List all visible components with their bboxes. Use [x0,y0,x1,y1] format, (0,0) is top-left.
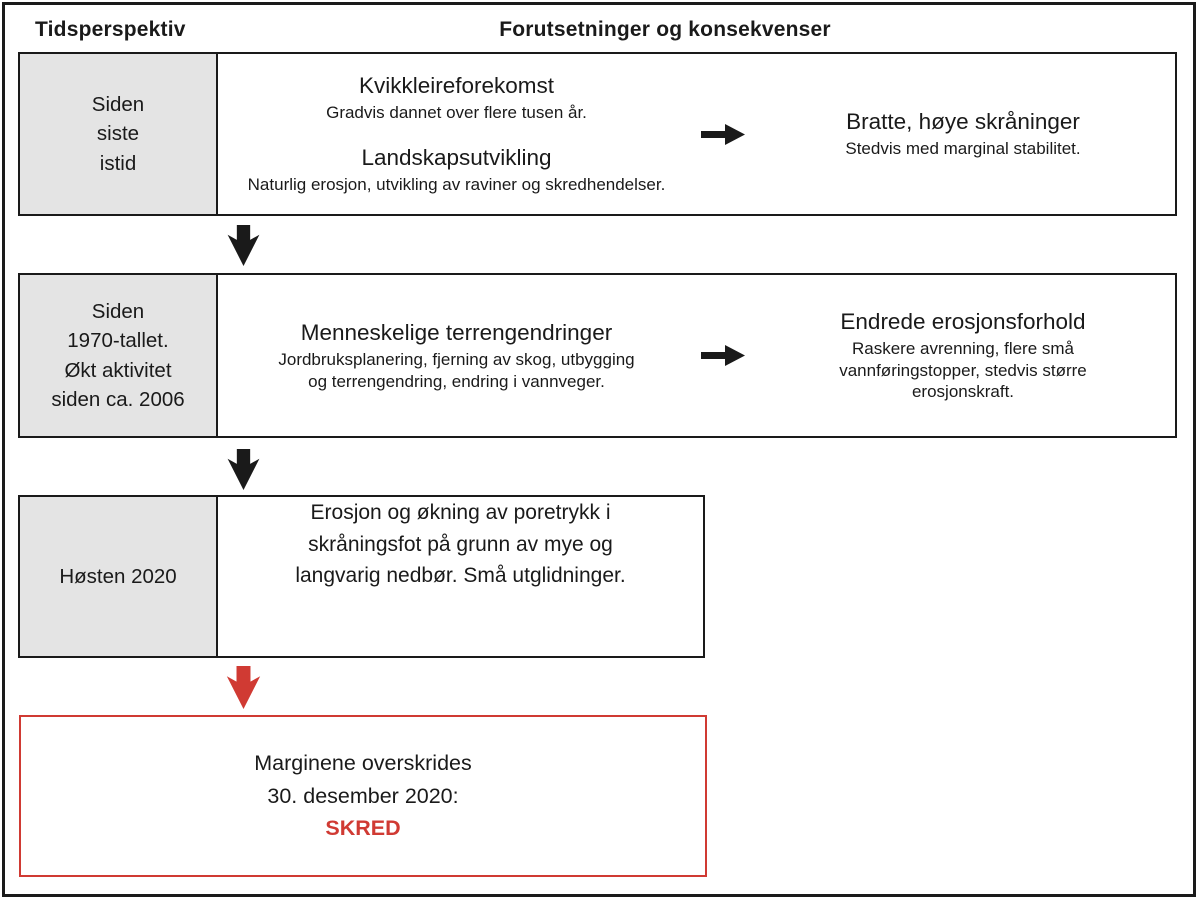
cause-item-terrain-changes [224,319,689,393]
effect-title: Endrede erosjonsforhold [840,308,1086,334]
final-event-box [19,715,707,877]
red-down-arrow-icon [223,666,264,709]
time-cell-text: Siden siste istid [91,93,145,175]
row-autumn-2020 [18,495,705,658]
cause-block-human [218,319,695,393]
down-arrow-icon [225,225,262,266]
cause-sub: Jordbruksplanering, fjerning av skog, utbygging og terrengendring, endring i vannveger. [278,349,635,391]
effect-sub: Raskere avrenning, flere små vannføringstopper, stedvis større erosjonskraft. [839,338,1087,402]
row-since-ice-age [18,52,1177,216]
implies-arrow-cell [695,341,751,370]
effect-block-slopes [751,108,1175,160]
cause-block-natural [218,72,695,196]
column-header-conditions-consequences: Forutsetninger og konsekvenser [499,18,831,41]
final-line: 30. desember 2020: [267,783,459,808]
cause-title: Menneskelige terrengendringer [300,319,613,345]
right-arrow-icon [701,341,745,370]
row-content [218,54,1175,214]
time-cell-text: Høsten 2020 [59,564,177,588]
time-cell-autumn-2020 [20,497,218,656]
effect-block-erosion [751,308,1175,403]
cause-title: Landskapsutvikling [361,145,552,170]
time-cell-1970s [20,275,218,436]
effect-sub: Stedvis med marginal stabilitet. [845,139,1081,159]
cause-item-landscape [224,144,689,196]
cause-item-quick-clay [224,72,689,124]
time-cell-ice-age [20,54,218,214]
implies-arrow-cell [695,120,751,149]
row-content [218,275,1175,436]
cause-sub: Naturlig erosjon, utvikling av raviner og skredhendelser. [247,175,666,194]
column-header-time-perspective: Tidsperspektiv [35,18,186,41]
cause-block-rainfall: Erosjon og økning av poretrykk i skråningsfot på grunn av mye og langvarig nedbør. Små utglidninger. [295,501,626,587]
final-highlight-skred: SKRED [325,816,401,841]
down-arrow-icon [225,449,262,490]
cause-title: Kvikkleireforekomst [358,73,555,99]
effect-title: Bratte, høye skråninger [846,109,1080,135]
time-cell-text: Siden 1970-tallet. Økt aktivitet siden ca. 2006 [51,300,185,411]
cause-sub: Gradvis dannet over flere tusen år. [326,103,587,123]
row-since-1970s [18,273,1177,438]
final-line: Marginene overskrides [254,750,472,775]
right-arrow-icon [701,120,745,149]
